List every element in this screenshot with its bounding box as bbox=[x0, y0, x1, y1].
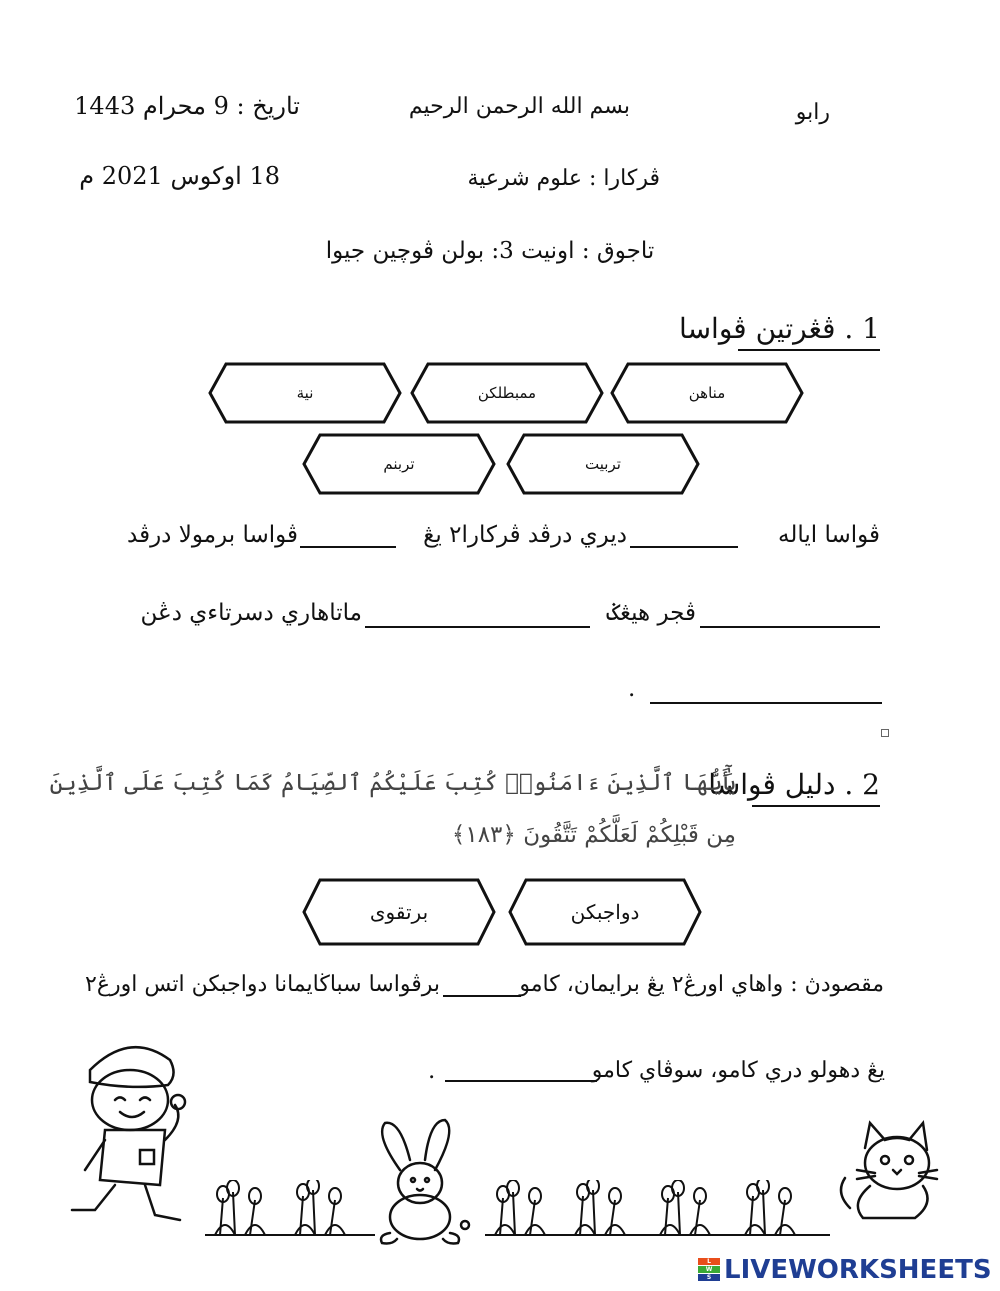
ayah-line-1: يَٰٓأَيُّهَا ٱلَّذِينَ ءَامَنُوا۟ كُتِبَ عَلَيْكُمُ ٱلصِّيَامُ كَمَا كُتِبَ عَلَى ٱلَّذِينَ bbox=[49, 770, 736, 796]
cat-illustration bbox=[835, 1118, 945, 1228]
bunny-illustration bbox=[365, 1115, 475, 1245]
word-card[interactable] bbox=[410, 362, 604, 424]
date-hijri: تاريخ : 9 محرام 1443 bbox=[74, 92, 300, 120]
section2-title: 2 . دليل ڤواسا bbox=[752, 768, 880, 807]
badge-stripe-orange: L bbox=[698, 1258, 720, 1265]
word-card-label: ممبطلكن bbox=[477, 384, 537, 402]
word-card-label: نية bbox=[296, 384, 314, 402]
word-card-label: تربيت bbox=[585, 455, 621, 473]
s1-blank-2[interactable] bbox=[300, 546, 396, 548]
word-card[interactable] bbox=[508, 878, 702, 946]
badge-stripe-green: W bbox=[698, 1266, 720, 1273]
day-label: رابو bbox=[795, 100, 830, 125]
s2-period: . bbox=[428, 1058, 436, 1084]
s1-line1-text1: ڤواسا اياله bbox=[778, 522, 880, 548]
word-card-label: مناهن bbox=[688, 384, 726, 402]
ayah-line-2: مِن قَبْلِكُمْ لَعَلَّكُمْ تَتَّقُونَ ﴿١٨٣﴾ bbox=[451, 822, 736, 848]
liveworksheets-logo-badge bbox=[698, 1258, 720, 1282]
small-square-marker bbox=[881, 729, 889, 737]
word-card[interactable] bbox=[302, 878, 496, 946]
s1-line1-text2: ديري درڤد ڤركارا٢ يڠ bbox=[423, 522, 627, 548]
s1-blank-3[interactable] bbox=[700, 626, 880, 628]
flower-row-left bbox=[205, 1180, 375, 1240]
s1-blank-1[interactable] bbox=[630, 546, 738, 548]
s2-meaning-text2: برڤواسا سباڬايمانا دواجبكن اتس اورڠ٢ bbox=[85, 972, 440, 997]
flower-row-right bbox=[485, 1180, 830, 1240]
word-card[interactable] bbox=[506, 433, 700, 495]
s1-line2-text2: ماتاهاري دسرتاءي دڠن bbox=[140, 600, 362, 626]
s2-blank-2[interactable] bbox=[445, 1080, 597, 1082]
bismillah: بسم الله الرحمن الرحيم bbox=[408, 94, 630, 119]
s2-meaning-text1: مقصودڽ : واهاي اورڠ٢ يڠ برايمان، كامو bbox=[519, 972, 884, 997]
date-gregorian: 18 اوکوس 2021 م bbox=[79, 162, 280, 190]
word-card-label: برتقوى bbox=[369, 900, 429, 924]
badge-stripe-blue: S bbox=[698, 1274, 720, 1281]
word-card-label: دواجبكن bbox=[570, 900, 640, 924]
s1-blank-4[interactable] bbox=[365, 626, 590, 628]
word-card[interactable] bbox=[610, 362, 804, 424]
s2-blank-1[interactable] bbox=[443, 995, 521, 997]
s1-line2-text1: ڤجر هيڠݢ bbox=[606, 600, 696, 626]
s1-period: . bbox=[628, 676, 636, 702]
s1-blank-5[interactable] bbox=[650, 702, 882, 704]
section1-title: 1 . ڤڠرتين ڤواسا bbox=[738, 312, 880, 351]
word-card[interactable] bbox=[302, 433, 496, 495]
liveworksheets-logo-text: LIVEWORKSHEETS bbox=[724, 1255, 992, 1285]
subject-label: ڤركارا : علوم شرعية bbox=[467, 166, 660, 191]
word-card-label: تربنم bbox=[383, 455, 415, 473]
word-card[interactable] bbox=[208, 362, 402, 424]
topic-title: تاجوق : اونيت 3: بولن ڤوچين جيوا bbox=[325, 238, 655, 264]
s2-meaning-text3: يڠ دهولو دري كامو، سوڤاي كامو bbox=[591, 1058, 885, 1083]
boy-illustration bbox=[60, 1030, 200, 1230]
s1-line1-text3: ڤواسا برمولا درڤد bbox=[127, 522, 298, 548]
